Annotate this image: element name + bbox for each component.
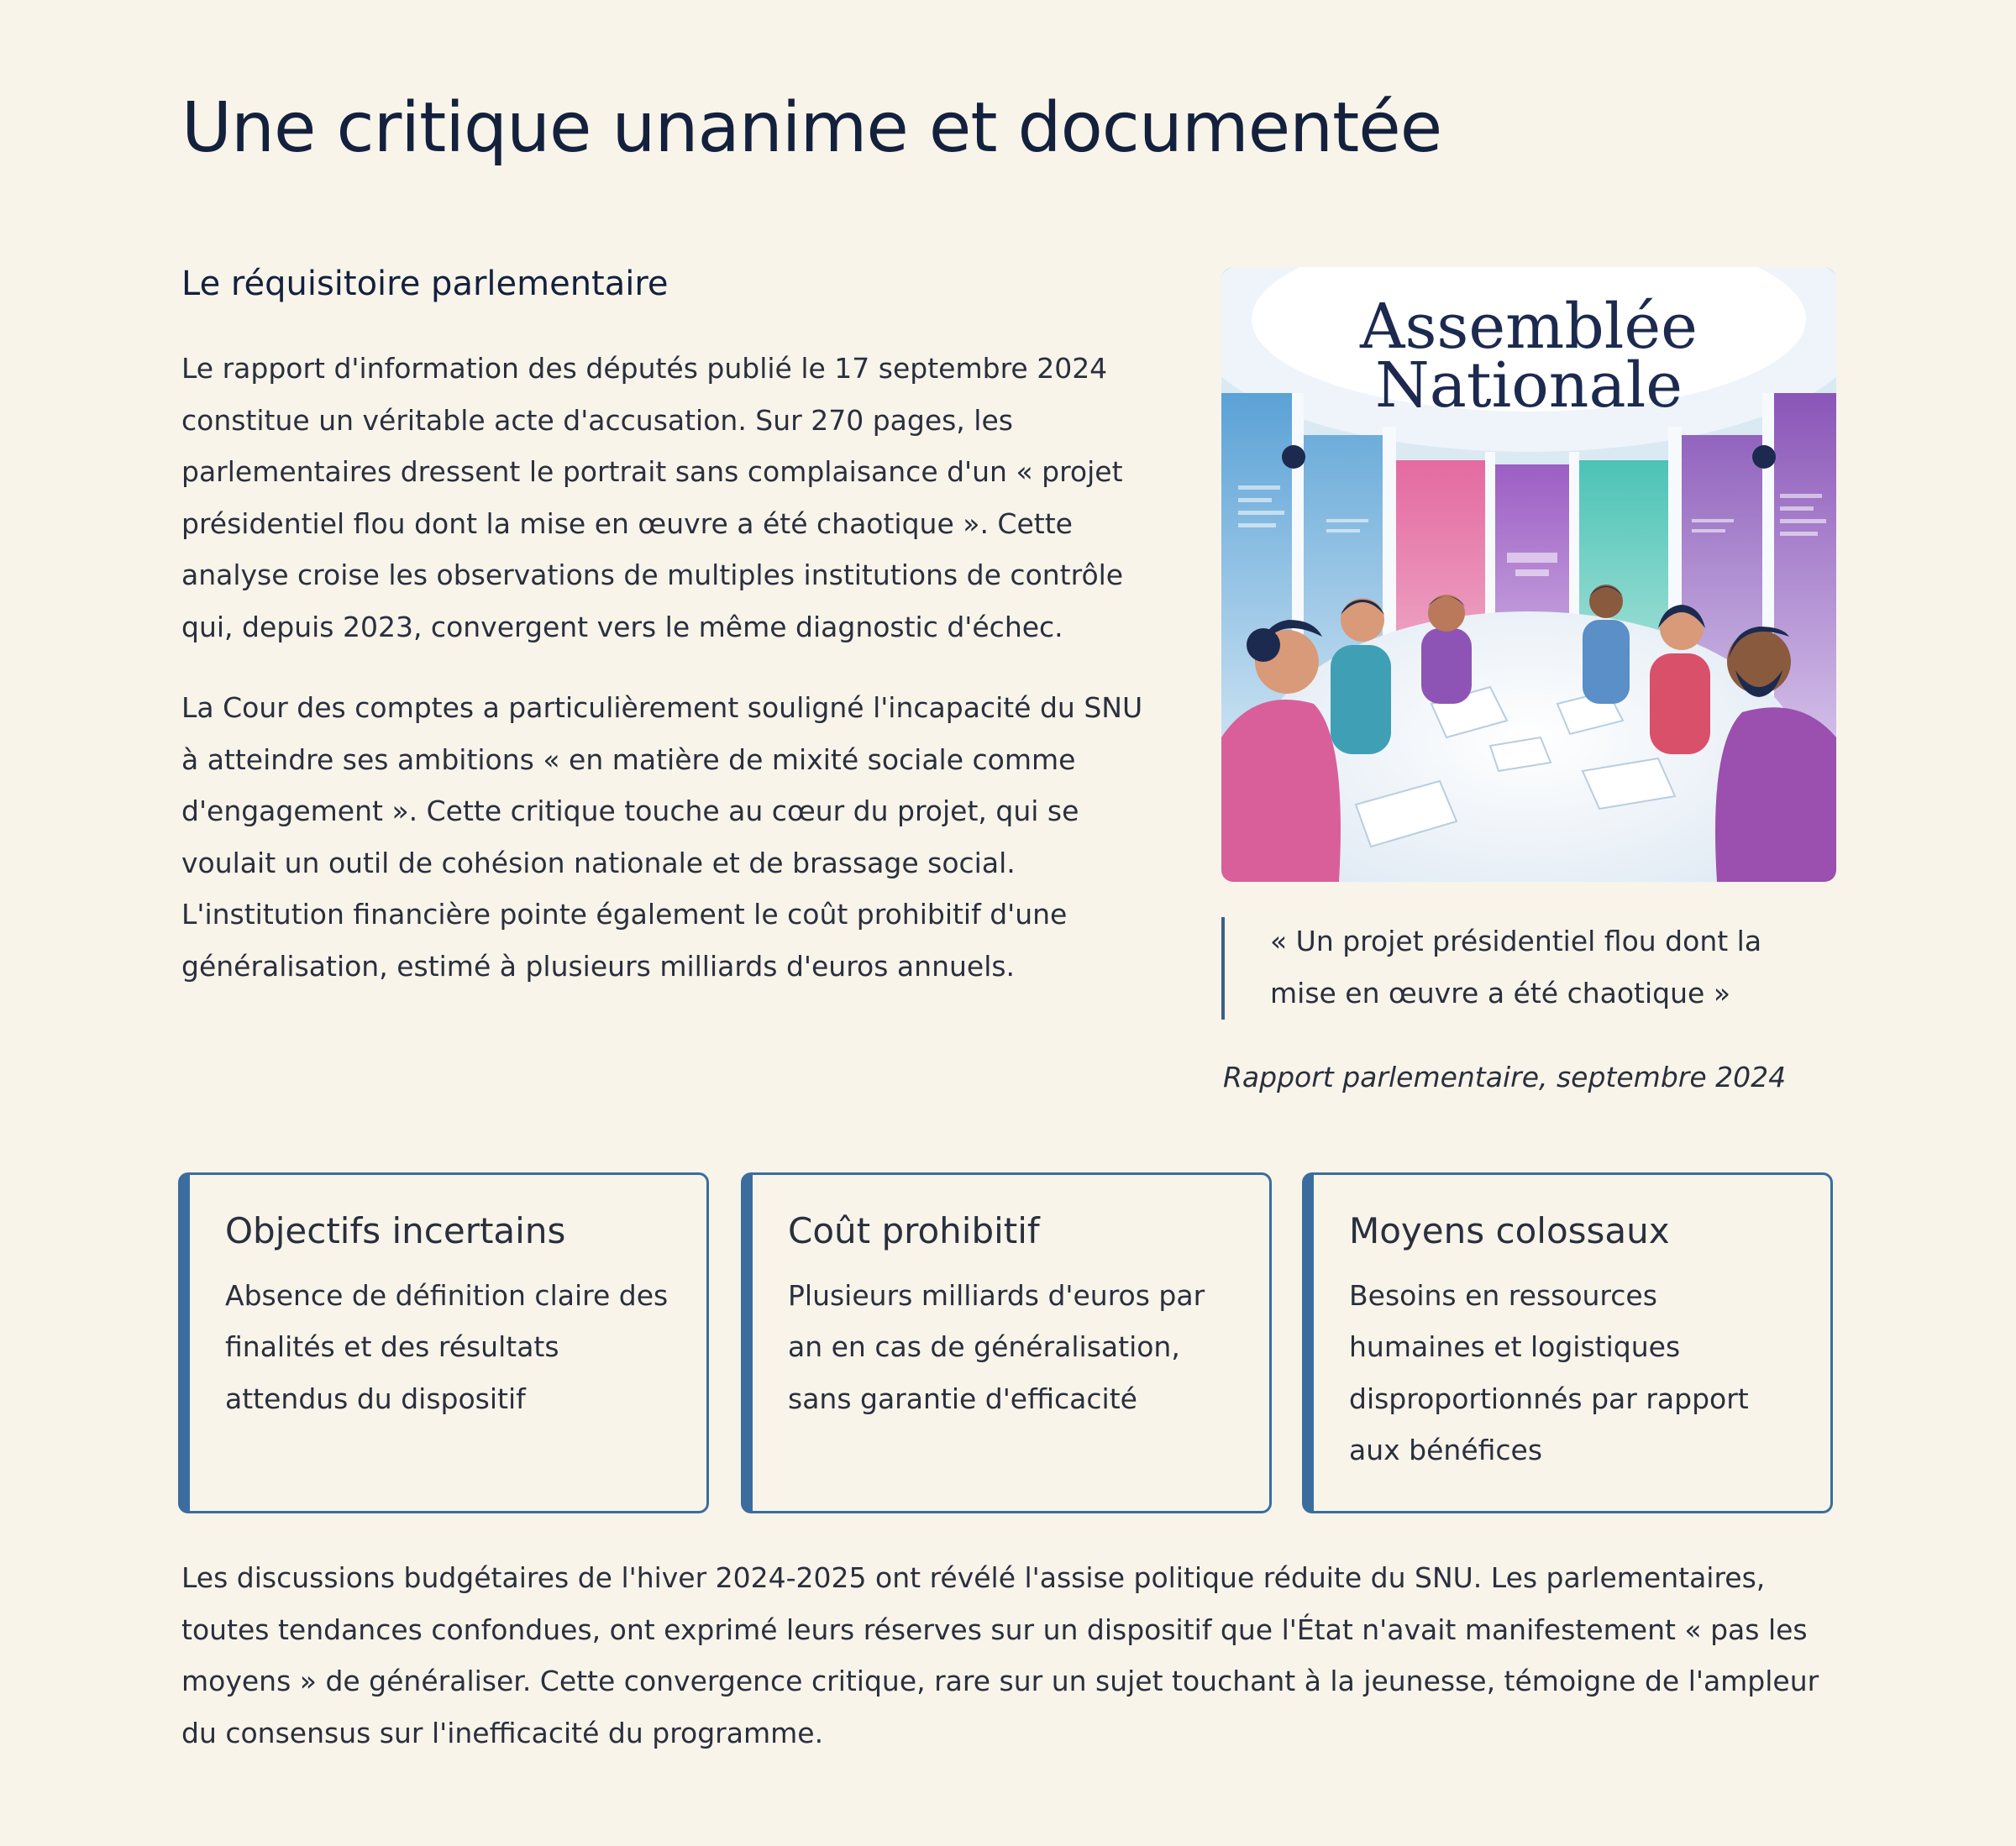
- card-text: Besoins en ressources humaines et logistiques disproportionnés par rapport aux bénéfices: [1349, 1278, 1749, 1467]
- card-objectifs-incertains: [178, 1172, 709, 1513]
- section-heading: Le réquisitoire parlementaire: [181, 265, 669, 303]
- body-paragraph-1: Le rapport d'information des députés publié le 17 septembre 2024 constitue un véritable acte d'accusation. Sur 270 pages, les parlementaires dressent le portrait sans complaisance d'un « projet présidentiel flou dont la mise en œuvre a été chaotique ». Cette analyse croise les observations de multiples institutions de contrôle qui, depuis 2023, convergent vers le même diagnostic d'échec.: [181, 352, 1124, 643]
- quote-text: « Un projet présidentiel flou dont la mise en œuvre a été chaotique »: [1270, 925, 1762, 1010]
- body-paragraph-2: La Cour des comptes a particulièrement souligné l'incapacité du SNU à atteindre ses ambitions « en matière de mixité sociale comme d'engagement ». Cette critique touche au cœur du projet, qui se voulait un outil de cohésion nationale et de brassage social. L'institution financière pointe également le coût prohibitif d'une généralisation, estimé à plusieurs milliards d'euros annuels.: [181, 691, 1143, 983]
- card-text: Plusieurs milliards d'euros par an en cas de généralisation, sans garantie d'efficacité: [788, 1278, 1205, 1415]
- card-title: Coût prohibitif: [788, 1210, 1040, 1251]
- illustration-title-line-2: Nationale: [1374, 349, 1683, 422]
- card-title: Objectifs incertains: [225, 1210, 566, 1251]
- card-text: Absence de définition claire des finalités et des résultats attendus du dispositif: [225, 1278, 669, 1415]
- assemblee-nationale-illustration: [1221, 267, 1836, 882]
- pull-quote: [1221, 917, 1836, 1020]
- page-title: Une critique unanime et documentée: [181, 88, 1442, 168]
- card-cout-prohibitif: [741, 1172, 1272, 1513]
- body-paragraph-3: Les discussions budgétaires de l'hiver 2024-2025 ont révélé l'assise politique réduite du SNU. Les parlementaires, toutes tendances confondues, ont exprimé leurs réserves sur un dispositif que l'État n'avait manifestement « pas les moyens » de généraliser. Cette convergence critique, rare sur un sujet touchant à la jeunesse, témoigne de l'ampleur du consensus sur l'inefficacité du programme.: [181, 1561, 1819, 1749]
- card-title: Moyens colossaux: [1349, 1210, 1670, 1251]
- quote-source: Rapport parlementaire, septembre 2024: [1223, 1061, 1787, 1093]
- card-moyens-colossaux: [1302, 1172, 1833, 1513]
- illustration-title-line-1: Assemblée: [1360, 291, 1698, 363]
